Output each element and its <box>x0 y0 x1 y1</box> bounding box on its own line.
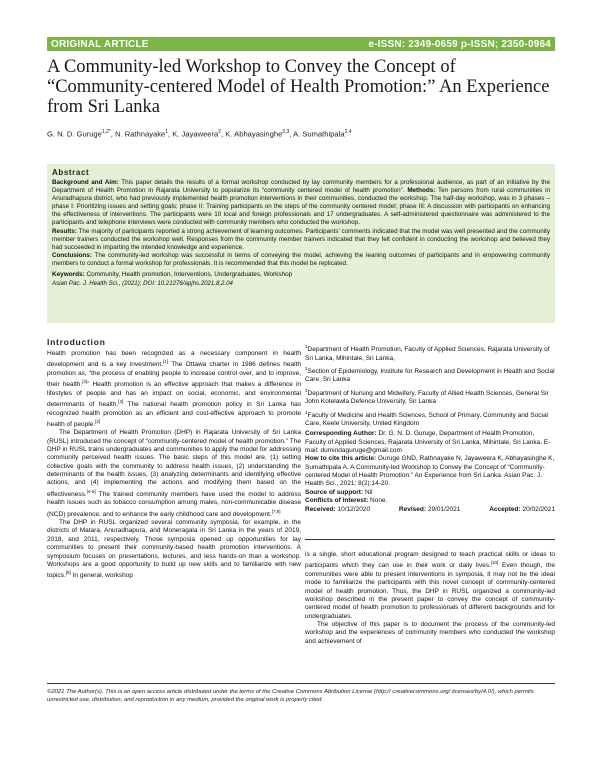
results-text: The majority of participants reported a strong achievement of learning outcomes. Participants' comments indicated that the model was well presented and the community member trainers conducted the workshop well. Responses from the community member trainers indicated that they felt confident in conducting the workshop and believed they had succeeded in imparting the intended knowledge and experience. <box>52 227 550 251</box>
keywords-text: Community, Health promotion, Interventions, Undergraduates, Workshop <box>86 271 293 279</box>
conclusions-text: The community-led workshop was successful in terms of conveying the model, achieving the leaning outcomes of participants and in empowering community members to conduct a formal workshop for professionals. It is recommended that this model be replicated. <box>52 251 550 267</box>
journal-banner <box>47 37 555 51</box>
background-text: This paper details the results of a formal workshop conducted by lay community members for a professional audience, as part of an initiative by the Department of Health Promotion in Rajarata University to popularize its “community centered model of health promotion”. <box>52 179 550 195</box>
author-affiliation-sup: 2,4 <box>344 129 352 135</box>
author-affiliation-sup: 2,3 <box>282 129 290 135</box>
paragraph: is a single, short educational program designed to teach practical skills or ideas to participants which they can use in their work or daily lives.[10] Even though, the communities were able to present interventions in symposia, it may not be the ideal mode to familiarize the participants with this novel concept of community-centered model of health promotion. Thus, the DHP in RUSL organized a community-led workshop described in the present paper to convey the concept of community-centered model of health promotion to professionals of different backgrounds and for undergraduates. <box>305 551 555 620</box>
received-date: Received: 10/12/2020 <box>305 506 371 514</box>
divider <box>47 683 555 684</box>
reference[interactable]: [10] <box>490 560 499 566</box>
abstract-heading: Abstract <box>52 168 90 177</box>
reference[interactable]: [4-6] <box>86 488 96 494</box>
section-label: ORIGINAL ARTICLE <box>51 38 149 50</box>
author: A. Sumathipala <box>293 129 345 139</box>
paragraph: The Department of Health Promotion (DHP) in Rajarata University of Sri Lanka (RUSL) introduced the concept of “community-centered model of health promotion.” The DHP in RUSL trains undergraduates and communities to apply the model for addressing community perceived health issues. The basic steps of this model are, (1) setting collective goals with the community to address health issues, (2) understanding the determinants of the health issues, (3) analyzing determinants and identifying effective actions, and (4) implementing the actions and modifying them based on the effectiveness.[4-6] The trained community members have used the model to address health issues such as tobacco consumption among males, non-communicable disease (NCD) prevalence, and to enhance the early childhood care and development.[7,8] <box>47 429 301 518</box>
author-affiliation-sup: 1 <box>165 129 169 135</box>
author-affiliation-sup: 1,2* <box>101 129 111 135</box>
reference[interactable]: [7,8] <box>271 508 281 514</box>
corresponding-author: Corresponding Author: Dr. G. N. D. Guruge, Department of Health Promotion, Faculty of Applied Sciences, Rajarata University of Sri Lanka, Mihintale, Sri Lanka. E-mail: dumindaguruge@gmail.com <box>305 430 551 455</box>
affiliation: $^4$Faculty of Medicine and Health Sciences, School of Primary, Community and Social Care, Keele University, United Kingdom <box>305 409 549 428</box>
accepted-date: Accepted: 20/02/2021 <box>489 506 555 514</box>
reference[interactable]: [3] <box>118 399 124 405</box>
keywords-label: Keywords: <box>52 271 85 279</box>
article-title: A Community-led Workshop to Convey the Concept of “Community-centered Model of Health Promotion:” An Experience from Sri Lanka <box>47 57 550 117</box>
reference[interactable]: [2] <box>82 379 88 385</box>
author: N. Rathnayake <box>115 129 166 139</box>
conflicts-of-interest: Conflicts of interest: None. <box>305 497 388 505</box>
keywords <box>52 271 550 278</box>
affiliation: $^1$Department of Health Promotion, Faculty of Applied Sciences, Rajarata University of Sri Lanka, Mihintale, Sri Lanka, <box>305 344 550 362</box>
paragraph: The objective of this paper is to document the process of the community-led workshop and the experiences of community members who conducted the workshop and achievement of <box>305 620 555 645</box>
reference[interactable]: [9] <box>65 570 71 576</box>
paragraph: Health promotion has been recognized as a necessary component in health development and is a key investment.[1] The Ottawa charter in 1986 defines health promotion as, “the process of enabling people to increase control over, and to improve, their health.[2]” Health promotion is an effective approach that makes a difference in lifestyles of people and has an impact on social, economic, and environmental determinants of health.[3] The national health promotion policy in Sri Lanka has recognized health promotion as an efficient and cost-effective approach to promote health of people.[2] <box>47 350 302 429</box>
source-of-support: Source of support: Nil <box>305 488 373 496</box>
author: K. Jayaweera <box>172 129 219 139</box>
left-column <box>47 350 301 581</box>
revised-date: Revised: 29/01/2021 <box>398 506 461 514</box>
right-column <box>305 551 555 646</box>
author-list: G. N. D. Guruge$^{1,2*}$, N. Rathnayake$^1$, K. Jayaweera$^2$, K. Abhayasinghe$^{2,3}$, A. Sumathipala$^{2,4}$ <box>47 129 352 139</box>
divider <box>305 539 555 540</box>
issn-label: e-ISSN: 2349-0659 p-ISSN; 2350-0964 <box>368 38 551 50</box>
affiliation: $^3$Department of Nursing and Midwifery, Faculty of Allied Health Sciences, General Sir John Kotelawla Defence University, Sri Lanka <box>305 387 549 406</box>
license-text: ©2021 The Author(s). This is an open access article distributed under the terms of the Creative Commons Attribution License (http:// creativecommons.org/ licenses/by/4.0/), which permits unrestricted use, distribution, and reproduction in any medium, provided the original work is properly cited. <box>47 689 534 703</box>
methods-text: Ten persons from rural communities in Anuradhapura district, who had previously implemented health promotion interventions in their communities, conducted the workshop. The half-day workshop, was in 3 phases – phase I: Prioritizing issues and setting goals; phase II: Training participants on the steps of the community centered model; phase III: A discussion with participants on enhancing the effectiveness of interventions. The participants were 10 local and foreign professionals and 17 undergraduates. A self-administered questionnaire was administered to the participants and telephone interviews were conducted with community members who conducted the workshop. <box>52 187 551 227</box>
abstract-box <box>47 164 555 323</box>
abstract-text <box>52 179 550 268</box>
background-label: Background and Aim: <box>52 179 119 186</box>
affiliation: $^2$Section of Epidemiology, Institute for Research and Development in Health and Social Care, Sri Lanka <box>305 365 555 384</box>
article-info <box>305 343 555 515</box>
reference[interactable]: [2] <box>95 418 101 424</box>
author-affiliation-sup: 2 <box>218 129 222 135</box>
how-to-cite: How to cite this article: Guruge GND, Rathnayake N, Jayaweera K, Abhayasinghe K, Sumathipala A. A Community-led Workshop to Convey the Concept of “Community-centered Model of Health Promotion:” An Experience from Sri Lanka. Asian Pac. J. Health Sci., 2021; 8(2):14-20. <box>305 455 555 488</box>
introduction-heading: Introduction <box>47 337 106 347</box>
author: K. Abhayasinghe <box>225 129 283 139</box>
author: G. N. D. Guruge <box>47 129 102 139</box>
reference[interactable]: [1] <box>163 359 169 365</box>
methods-label: Methods: <box>407 187 436 195</box>
abstract-citation: Asian Pac. J. Health Sci., (2021); DOI: 10.21276/apjhs.2021.8.2.04 <box>52 280 233 288</box>
article-dates <box>305 506 555 514</box>
results-label: Results: <box>52 227 77 235</box>
paragraph: The DHP in RUSL organized several community symposia, for example, in the districts of Matara, Anuradhapura, and Moneragala in Sri Lanka in the years of 2019, 2018, and 2011, respectively. Those symposia opened up opportunities for lay communities to present their community-based health promotion interventions. A symposium focuses on presentations, lectures, and less hands-on than a workshop. Workshops are a good opportunity to build up new skills and to familiarize with new topics.[9] In general, workshop <box>47 519 301 580</box>
conclusions-label: Conclusions: <box>52 251 92 259</box>
